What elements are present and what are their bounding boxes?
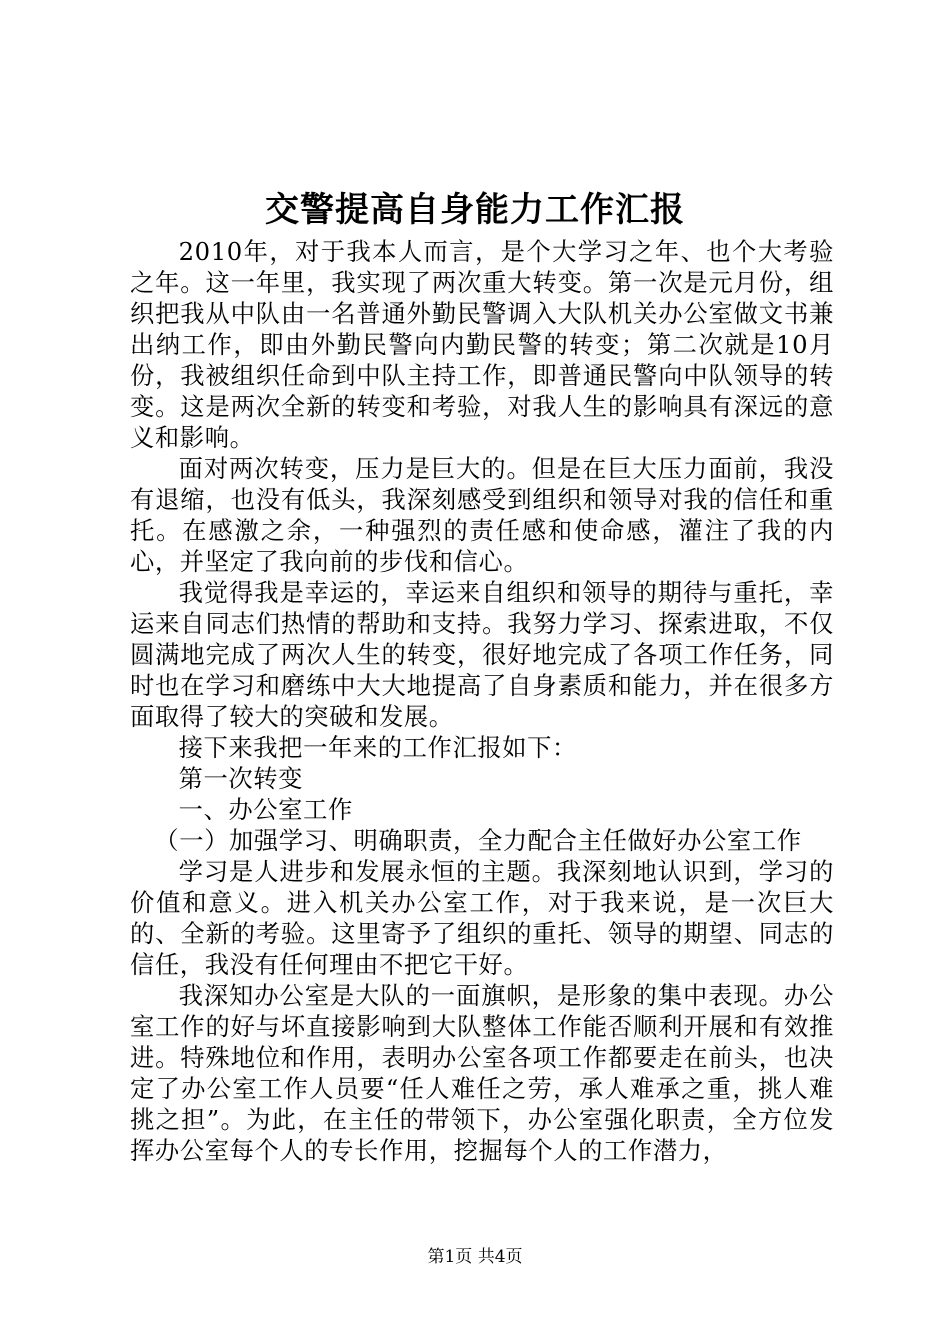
section-heading: 第一次转变 — [178, 764, 304, 793]
paragraph: 面对两次转变，压力是巨大的。但是在巨大压力面前，我没有退缩，也没有低头，我深刻感受到组织和领导对我的信任和重托。在感激之余，一种强烈的责任感和使命感，灌注了我的内心，并坚定了我向前的步伐和信心。 — [130, 454, 834, 576]
paragraph: 我觉得我是幸运的，幸运来自组织和领导的期待与重托，幸运来自同志们热情的帮助和支持。我努力学习、探索进取，不仅圆满地完成了两次人生的转变，很好地完成了各项工作任务，同时也在学习和磨练中大大地提高了自身素质和能力，并在很多方面取得了较大的突破和发展。 — [130, 578, 834, 731]
paragraph: 学习是人进步和发展永恒的主题。我深刻地认识到，学习的价值和意义。进入机关办公室工作，对于我来说，是一次巨大的、全新的考验。这里寄予了组织的重托、领导的期望、同志的信任，我没有任何理由不把它干好。 — [130, 857, 834, 979]
section-heading: 一、办公室工作 — [178, 795, 353, 824]
document-title: 交警提高自身能力工作汇报 — [265, 190, 685, 230]
page-footer: 第1页 共4页 — [427, 1247, 523, 1267]
paragraph: 接下来我把一年来的工作汇报如下： — [178, 733, 577, 762]
subsection-heading: （一）加强学习、明确职责，全力配合主任做好办公室工作 — [154, 826, 802, 855]
paragraph: 2010年，对于我本人而言，是个大学习之年、也个大考验之年。这一年里，我实现了两次重大转变。第一次是元月份，组织把我从中队由一名普通外勤民警调入大队机关办公室做文书兼出纳工作，即由外勤民警向内勤民警的转变；第二次就是10月份，我被组织任命到中队主持工作，即普通民警向中队领导的转变。这是两次全新的转变和考验，对我人生的影响具有深远的意义和影响。 — [130, 237, 834, 452]
paragraph: 我深知办公室是大队的一面旗帜，是形象的集中表现。办公室工作的好与坏直接影响到大队整体工作能否顺利开展和有效推进。特殊地位和作用，表明办公室各项工作都要走在前头，也决定了办公室工作人员要“任人难任之劳，承人难承之重，挑人难挑之担”。为此，在主任的带领下，办公室强化职责，全方位发挥办公室每个人的专长作用，挖掘每个人的工作潜力， — [130, 981, 834, 1165]
document-body — [130, 236, 834, 1166]
